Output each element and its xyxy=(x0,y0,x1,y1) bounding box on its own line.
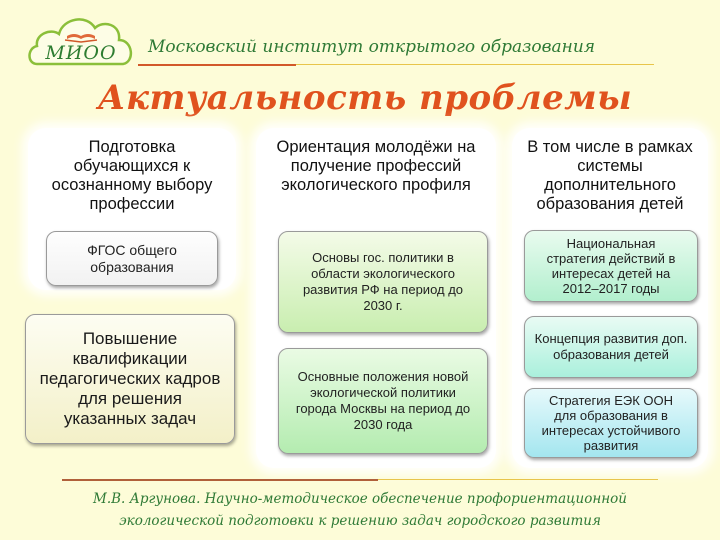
footer-divider xyxy=(62,479,378,481)
page-title: Актуальность проблемы xyxy=(97,78,633,118)
card-state-ecology-policy: Основы гос. политики в области экологического развития РФ на период до 2030 г. xyxy=(278,231,488,333)
card-fgos: ФГОС общего образования xyxy=(46,231,218,286)
card-national-strategy: Национальная стратегия действий в интересах детей на 2012–2017 годы xyxy=(524,230,698,302)
card-unece-strategy: Стратегия ЕЭК ООН для образования в интересах устойчивого развития xyxy=(524,388,698,458)
header-divider-thin xyxy=(296,64,654,65)
logo-text: МИОО xyxy=(45,42,117,64)
card-moscow-ecology-policy: Основные положения новой экологической политики города Москвы на период до 2030 года xyxy=(278,348,488,454)
header-divider xyxy=(138,64,296,66)
card-additional-education-concept: Концепция развития доп. образования детей xyxy=(524,316,698,378)
column-2-heading: Ориентация молодёжи на получение профессий экологического профиля xyxy=(276,138,476,194)
column-3-panel xyxy=(512,128,708,468)
column-3-heading: В том числе в рамках системы дополнительного образования детей xyxy=(527,138,693,213)
card-teacher-qualification: Повышение квалификации педагогических кадров для решения указанных задач xyxy=(25,314,235,444)
column-2-panel xyxy=(256,128,496,468)
column-1-panel xyxy=(28,128,236,290)
column-1-heading: Подготовка обучающихся к осознанному выбору профессии xyxy=(51,138,213,213)
miioo-logo xyxy=(27,10,135,72)
footer-line-2: экологической подготовки к решению задач городского развития xyxy=(119,513,601,529)
footer-divider-thin xyxy=(378,479,658,480)
footer-line-1: М.В. Аргунова. Научно-методическое обеспечение профориентационной xyxy=(93,491,627,507)
footer-citation xyxy=(60,488,660,532)
institute-name: Московский институт открытого образования xyxy=(148,37,596,57)
